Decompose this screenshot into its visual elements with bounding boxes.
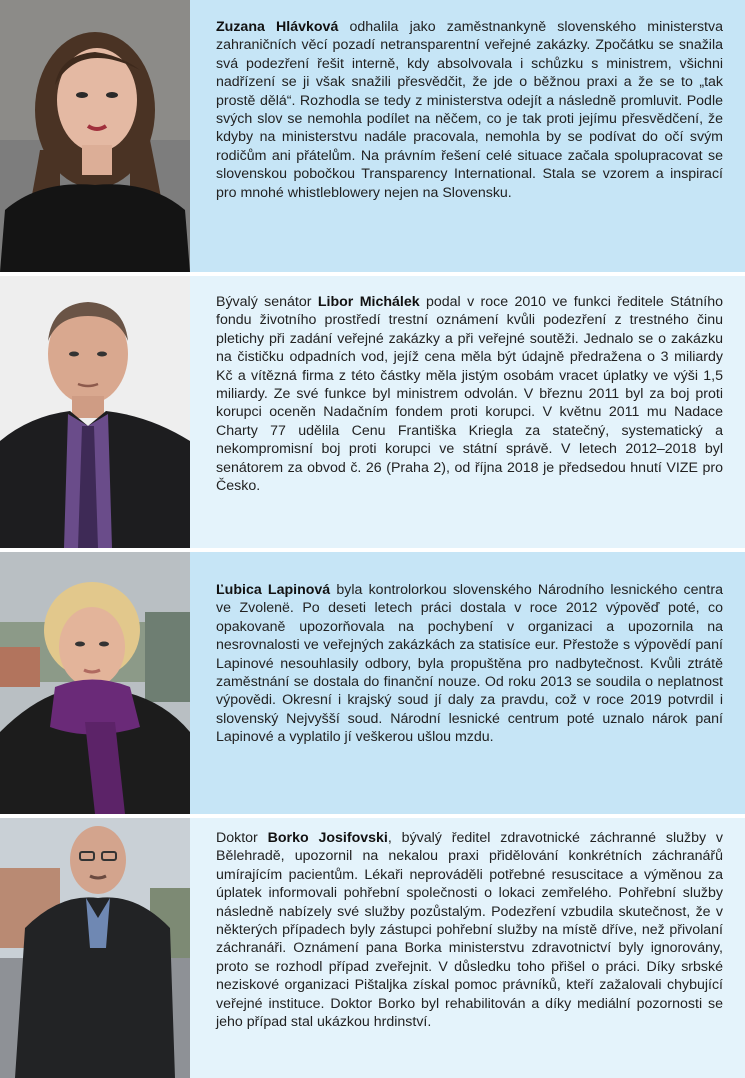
portrait-man-glasses-icon bbox=[0, 818, 190, 1078]
portrait-photo-lapinova bbox=[0, 552, 190, 814]
profile-intro: Bývalý senátor bbox=[216, 294, 318, 310]
profile-description: byla kontrolorkou slovenského Národního lesnického centra ve Zvolenë. Po deseti letech práci dostala v roce 2012 výpověď poté, co opakovaně upozorňovala na pochybení v organizaci a upozornila na nesrovnalosti ve veřejných zakázkách za statisíce eur. Přestože s výpovědí paní Lapinové nesouhlasily odbory, byla propuštěna pro nadbytečnost. Kvůli ztrátě zaměstnání se dostala do finanční nouze. Od roku 2013 se soudila o neplatnost výpovědi. Okresní i krajský soud jí daly za pravdu, což v roce 2019 potvrdil i slovenský Nejvyšší soud. Národní lesnické centrum poté uznalo nárok paní Lapinové a vyplatilo jí veškerou ušlou mzdu. bbox=[216, 582, 723, 746]
profile-text-michalek bbox=[190, 276, 745, 548]
profile-card-hlavkova bbox=[0, 0, 745, 272]
profile-description: odhalila jako zaměstnankyně slovenského ministerstva zahraničních věcí pozadí netransparentní veřejné zakázky. Zpočátku se snažila svá podezření řešit interně, kdy absolvovala i schůzku s ministrem, všichni nadřízení se ji však snažili přesvědčit, že jde o běžnou praxi a že se to „tak prostě dělá“. Rozhodla se tedy z ministerstva odejít a následně promluvit. Podle svých slov se nemohla podílet na něčem, co je tak proti jejímu přesvědčení, že kdyby na ministerstvu nadále pracovala, nemohla by se podívat do očí svým rodičům ani přátelům. Na právním řešení celé situace začala spolupracovat se slovenskou pobočkou Transparency International. Stala se vzorem a inspirací pro mnohé whistleblowery nejen na Slovensku. bbox=[216, 19, 723, 201]
profile-card-josifovski bbox=[0, 818, 745, 1078]
person-name: Libor Michálek bbox=[317, 294, 420, 310]
portrait-photo-josifovski bbox=[0, 818, 190, 1078]
portrait-man-suit-icon bbox=[0, 276, 190, 548]
portrait-woman-icon bbox=[0, 0, 190, 272]
profile-card-lapinova bbox=[0, 552, 745, 814]
profile-description: , bývalý ředitel zdravotnické záchranné služby v Bělehradě, upozornil na nekalou praxi přidělování konkrétních záchranářů umírajícím pacientům. Lékaři neprováděli potřebné resuscitace a výměnou za úplatek informovali pohřební společnosti o lokaci zemřelého. Pohřební služby následně nabízely své služby pozůstalým. Podezření vzbudila skutečnost, že v některých případech byly zástupci pohřební služby na místě dříve, než přivolaní záchranáři. Oznámení pana Borka ministerstvu zdravotnictví byly ignorovány, proto se rozhodl případ zveřejnit. V důsledku toho přišel o práci. Díky srbské neziskové organizaci Pištaljka získal pomoc právníků, kteří zažalovali chybující veřejné instituce. Doktor Borko byl rehabilitován a díky mediální pozornosti se jeho případ stal ukázkou hrdinství. bbox=[216, 830, 724, 1031]
person-name: Zuzana Hlávková bbox=[216, 19, 339, 35]
profile-intro: Doktor bbox=[216, 830, 268, 846]
person-name: Borko Josifovski bbox=[267, 830, 388, 846]
portrait-woman-scarf-icon bbox=[0, 552, 190, 814]
person-name: Ľubica Lapinová bbox=[216, 582, 331, 598]
profile-text-josifovski bbox=[190, 818, 745, 1078]
profile-text-lapinova bbox=[190, 552, 745, 814]
portrait-photo-michalek bbox=[0, 276, 190, 548]
profile-text-hlavkova bbox=[190, 0, 745, 272]
profile-description: podal v roce 2010 ve funkci ředitele Státního fondu životního prostředí trestní oznámení kvůli podezření z trestného činu pletichy při zadání veřejné zakázky a při veřejné soutěži. Jednalo se o zakázku na čističku odpadních vod, jejíž cena měla být údajně předražena o 3 miliardy Kč a vítězná firma z této částky měla jistým osobám vracet úplatky ve výši 1,5 miliardy. Ze své funkce byl ministrem odvolán. V březnu 2011 byl za boj proti korupci oceněn Nadačním fondem proti korupci. V květnu 2011 mu Nadace Charty 77 udělila Cenu Františka Kriegla za statečný, systematický a nekompromisní boj proti korupci ve státní správě. V letech 2012–2018 byl senátorem za obvod č. 26 (Praha 2), od října 2018 je předsedou hnutí VIZE pro Česko. bbox=[216, 294, 723, 495]
portrait-photo-hlavkova bbox=[0, 0, 190, 272]
profile-card-michalek bbox=[0, 276, 745, 548]
